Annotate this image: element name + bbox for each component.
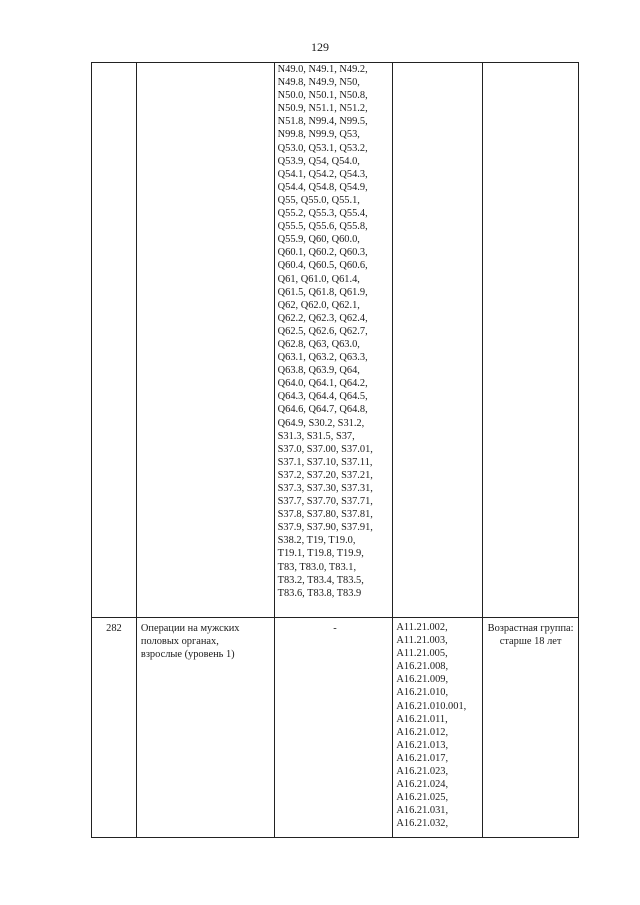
text-line: A16.21.031,: [396, 805, 449, 817]
text-line: Q62.2, Q62.3, Q62.4,: [277, 312, 368, 324]
text-line: A16.21.013,: [396, 739, 449, 751]
text-line: A16.21.023,: [396, 766, 449, 778]
group-name-lines: [141, 622, 270, 661]
text-line: Q53.0, Q53.1, Q53.2,: [277, 142, 368, 154]
text-line: N49.0, N49.1, N49.2,: [277, 64, 368, 75]
text-line: Q64.3, Q64.4, Q64.5,: [277, 391, 368, 403]
text-line: Q64.9, S30.2, S31.2,: [277, 417, 365, 429]
text-line: A16.21.010,: [396, 687, 449, 699]
text-line: S37.3, S37.30, S37.31,: [277, 483, 373, 494]
text-line: Q61.5, Q61.8, Q61.9,: [277, 286, 368, 298]
cell-service-codes: [393, 63, 483, 617]
text-line: Q60.1, Q60.2, Q60.3,: [277, 247, 368, 259]
text-line: A16.21.010.001,: [396, 700, 467, 712]
text-line: Операции на мужских: [140, 623, 240, 634]
criteria-lines: [487, 622, 574, 648]
text-line: Q62, Q62.0, Q62.1,: [277, 299, 360, 311]
text-line: N49.8, N49.9, N50,: [277, 77, 360, 89]
text-line: S37.0, S37.00, S37.01,: [277, 443, 373, 455]
text-line: старше 18 лет: [499, 636, 562, 648]
page-number: 129: [311, 40, 329, 54]
text-line: N50.0, N50.1, N50.8,: [277, 90, 368, 102]
text-line: Q54.1, Q54.2, Q54.3,: [277, 168, 368, 180]
text-line: S37.2, S37.20, S37.21,: [277, 469, 373, 481]
text-line: S37.7, S37.70, S37.71,: [277, 496, 373, 508]
text-line: T83.6, T83.8, T83.9: [277, 587, 362, 599]
text-line: A16.21.032,: [396, 818, 449, 830]
table-row: [91, 62, 579, 618]
text-line: -: [333, 623, 337, 634]
text-line: Q62.8, Q63, Q63.0,: [277, 338, 360, 350]
text-line: A11.21.005,: [396, 648, 448, 660]
text-line: Q64.6, Q64.7, Q64.8,: [277, 404, 368, 416]
cell-group-name: [137, 618, 275, 837]
cell-number: [92, 63, 137, 617]
text-line: Q53.9, Q54, Q54.0,: [277, 155, 360, 167]
cell-diagnosis-codes: [275, 63, 394, 617]
codes-list: [279, 622, 389, 635]
text-line: S37.1, S37.10, S37.11,: [277, 456, 373, 468]
cell-group-name: [137, 63, 275, 617]
text-line: N99.8, N99.9, Q53,: [277, 129, 360, 141]
text-line: N51.8, N99.4, N99.5,: [277, 116, 368, 128]
text-line: Q63.1, Q63.2, Q63.3,: [277, 352, 368, 364]
text-line: Q55.9, Q60, Q60.0,: [277, 234, 360, 246]
text-line: Q55.5, Q55.6, Q55.8,: [277, 221, 368, 233]
table-row: [91, 618, 579, 838]
text-line: Q54.4, Q54.8, Q54.9,: [277, 181, 368, 193]
text-line: половых органах,: [140, 636, 219, 648]
text-line: A16.21.008,: [396, 661, 449, 673]
text-line: Q55, Q55.0, Q55.1,: [277, 194, 360, 206]
data-table: [91, 62, 579, 838]
text-line: T83.2, T83.4, T83.5,: [277, 574, 364, 586]
text-line: A16.21.009,: [396, 674, 449, 686]
text-line: A16.21.012,: [396, 726, 449, 738]
text-line: Q62.5, Q62.6, Q62.7,: [277, 325, 368, 337]
text-line: S37.8, S37.80, S37.81,: [277, 509, 373, 521]
text-line: A16.21.011,: [396, 713, 448, 725]
text-line: взрослые (уровень 1): [140, 649, 235, 661]
codes-list: [275, 63, 393, 600]
text-line: A11.21.003,: [396, 635, 448, 647]
text-line: T83, T83.0, T83.1,: [277, 561, 357, 573]
text-line: Q63.8, Q63.9, Q64,: [277, 365, 360, 377]
text-line: A11.21.002,: [396, 622, 448, 633]
text-line: S38.2, T19, T19.0,: [277, 535, 356, 547]
text-line: A16.21.017,: [396, 752, 449, 764]
text-line: S31.3, S31.5, S37,: [277, 430, 355, 442]
services-list: [393, 618, 482, 831]
text-line: N50.9, N51.1, N51.2,: [277, 103, 368, 115]
text-line: S37.9, S37.90, S37.91,: [277, 522, 373, 534]
text-line: Q64.0, Q64.1, Q64.2,: [277, 378, 368, 390]
text-line: Q60.4, Q60.5, Q60.6,: [277, 260, 368, 272]
text-line: Q61, Q61.0, Q61.4,: [277, 273, 360, 285]
cell-diagnosis-codes: [275, 618, 394, 837]
text-line: A16.21.025,: [396, 792, 449, 804]
cell-criteria: [483, 63, 579, 617]
text-line: Q55.2, Q55.3, Q55.4,: [277, 208, 368, 220]
text-line: A16.21.024,: [396, 779, 449, 791]
cell-criteria: [483, 618, 579, 837]
text-line: Возрастная группа:: [487, 623, 574, 634]
cell-service-codes: [393, 618, 483, 837]
cell-number: 282: [92, 618, 137, 837]
text-line: T19.1, T19.8, T19.9,: [277, 548, 364, 560]
